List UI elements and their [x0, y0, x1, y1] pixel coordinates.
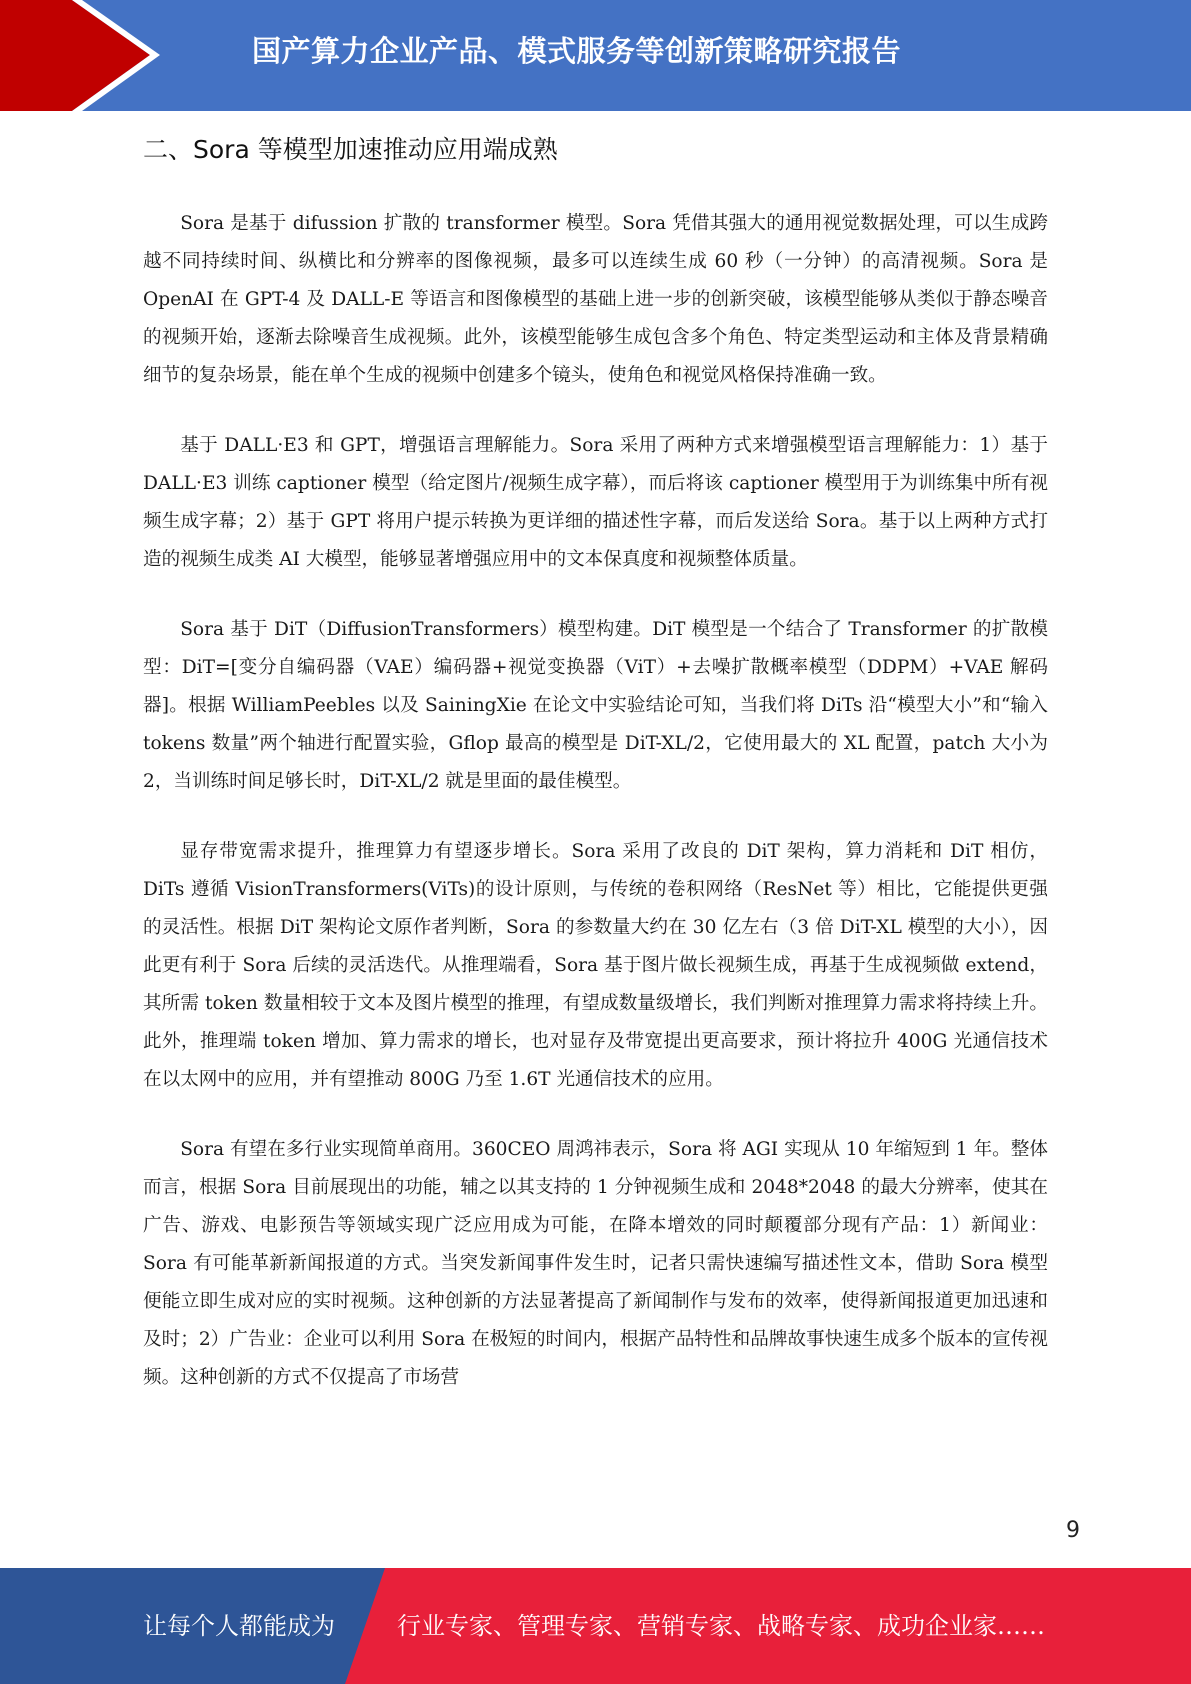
footer-slogan-right: 行业专家、管理专家、营销专家、战略专家、成功企业家…… — [397, 1612, 1045, 1640]
page-footer — [0, 1568, 1191, 1684]
paragraph: Sora 基于 DiT（DiffusionTransformers）模型构建。DiT 模型是一个结合了 Transformer 的扩散模型：DiT=[变分自编码器（VAE）编码器+视觉变换器（ViT）+去噪扩散概率模型（DDPM）+VAE 解码器]。根据 WilliamPeebles 以及 SainingXie 在论文中实验结论可知，当我们将 DiTs 沿“模型大小”和“输入 tokens 数量”两个轴进行配置实验，Gflop 最高的模型是 DiT-XL/2，它使用最大的 XL 配置，patch 大小为 2，当训练时间足够长时，DiT-XL/2 就是里面的最佳模型。 — [143, 619, 1048, 792]
paragraph: Sora 有望在多行业实现简单商用。360CEO 周鸿祎表示，Sora 将 AGI 实现从 10 年缩短到 1 年。整体而言，根据 Sora 目前展现出的功能，辅之以其支持的 1 分钟视频生成和 2048*2048 的最大分辨率，使其在广告、游戏、电影预告等领域实现广泛应用成为可能，在降本增效的同时颠覆部分现有产品：1）新闻业：Sora 有可能革新新闻报道的方式。当突发新闻事件发生时，记者只需快速编写描述性文本，借助 Sora 模型便能立即生成对应的实时视频。这种创新的方法显著提高了新闻制作与发布的效率，使得新闻报道更加迅速和及时；2）广告业：企业可以利用 Sora 在极短的时间内，根据产品特性和品牌故事快速生成多个版本的宣传视频。这种创新的方式不仅提高了市场营 — [143, 1139, 1048, 1388]
page-number: 9 — [1066, 1518, 1080, 1543]
section-heading: 二、Sora 等模型加速推动应用端成熟 — [143, 135, 558, 164]
paragraph: 显存带宽需求提升，推理算力有望逐步增长。Sora 采用了改良的 DiT 架构，算力消耗和 DiT 相仿，DiTs 遵循 VisionTransformers(ViTs)的设计原则，与传统的卷积网络（ResNet 等）相比，它能提供更强的灵活性。根据 DiT 架构论文原作者判断，Sora 的参数量大约在 30 亿左右（3 倍 DiT-XL 模型的大小），因此更有利于 Sora 后续的灵活迭代。从推理端看，Sora 基于图片做长视频生成，再基于生成视频做 extend，其所需 token 数量相较于文本及图片模型的推理，有望成数量级增长，我们判断对推理算力需求将持续上升。此外，推理端 token 增加、算力需求的增长，也对显存及带宽提出更高要求，预计将拉升 400G 光通信技术在以太网中的应用，并有望推动 800G 乃至 1.6T 光通信技术的应用。 — [143, 841, 1048, 1090]
paragraph: 基于 DALL·E3 和 GPT，增强语言理解能力。Sora 采用了两种方式来增强模型语言理解能力：1）基于 DALL·E3 训练 captioner 模型（给定图片/视频生成字幕），而后将该 captioner 模型用于为训练集中所有视频生成字幕；2）基于 GPT 将用户提示转换为更详细的描述性字幕，而后发送给 Sora。基于以上两种方式打造的视频生成类 AI 大模型，能够显著增强应用中的文本保真度和视频整体质量。 — [143, 435, 1048, 570]
body-text — [143, 205, 1048, 1429]
page-header — [0, 0, 1191, 111]
report-title: 国产算力企业产品、模式服务等创新策略研究报告 — [252, 34, 902, 68]
paragraph: Sora 是基于 difussion 扩散的 transformer 模型。Sora 凭借其强大的通用视觉数据处理，可以生成跨越不同持续时间、纵横比和分辨率的图像视频，最多可以连续生成 60 秒（一分钟）的高清视频。Sora 是 OpenAI 在 GPT-4 及 DALL-E 等语言和图像模型的基础上进一步的创新突破，该模型能够从类似于静态噪音的视频开始，逐渐去除噪音生成视频。此外，该模型能够生成包含多个角色、特定类型运动和主体及背景精确细节的复杂场景，能在单个生成的视频中创建多个镜头，使角色和视觉风格保持准确一致。 — [143, 213, 1048, 386]
footer-slogan-left: 让每个人都能成为 — [143, 1612, 335, 1640]
